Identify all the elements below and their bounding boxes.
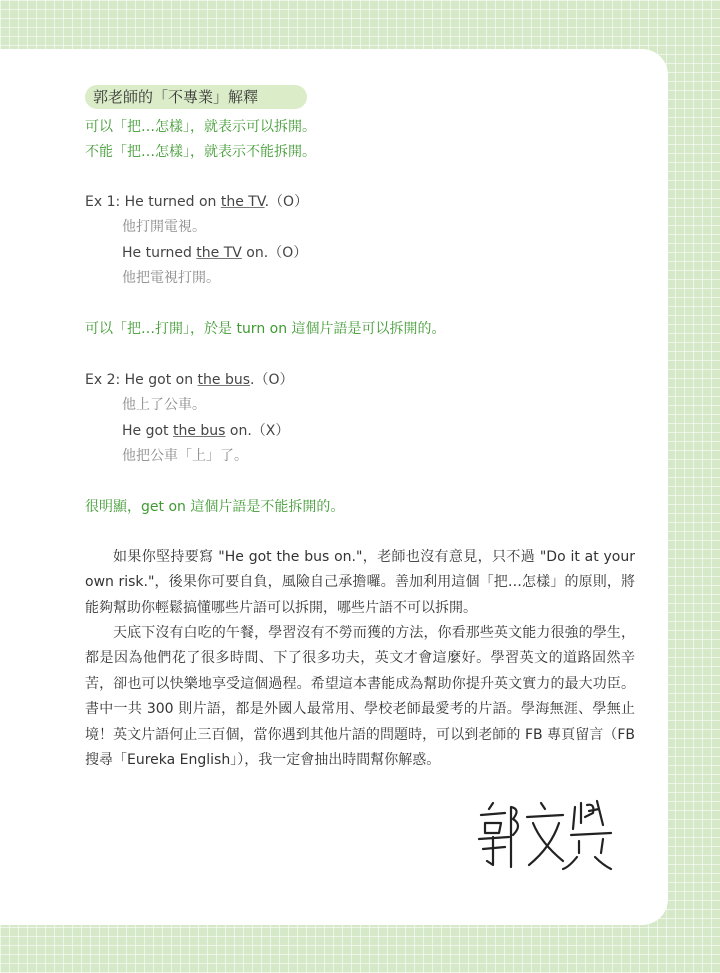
rule-cannot-separate: 不能「把…怎樣」，就表示不能拆開。 [85, 144, 316, 160]
signature-image [475, 795, 615, 875]
example-2-sentence-2 [122, 421, 289, 441]
example-1-underline-1: the TV [220, 194, 265, 210]
example-2-translation-1: 他上了公車。 [122, 397, 206, 413]
conclusion-2: 很明顯，get on 這個片語是不能拆開的。 [85, 499, 345, 515]
example-2-sentence-1 [85, 370, 294, 390]
example-2-underline-2: the bus [172, 423, 226, 439]
example-2-mark-1: .（O） [250, 372, 294, 388]
page-card [0, 49, 668, 925]
rule-can-separate: 可以「把…怎樣」，就表示可以拆開。 [85, 119, 316, 135]
example-2-mark-2: on.（X） [225, 423, 290, 439]
example-1-translation-1: 他打開電視。 [122, 219, 206, 235]
paragraph-2: 天底下沒有白吃的午餐，學習沒有不勞而獲的方法，你看那些英文能力很強的學生，都是因為他們花了很多時間、下了很多功夫，英文才會這麼好。學習英文的道路固然辛苦，卻也可以快樂地享受這個過程。希望這本書能成為幫助你提升英文實力的最大功臣。書中一共 300 則片語，都是外國人最常用、學校老師最愛考的片語。學海無涯、學無止境！英文片語何止三百個，當你遇到其他片語的問題時，可以到老師的 FB 專頁留言（FB 搜尋「Eureka English」），我一定會抽出時間幫你解惑。 [85, 625, 635, 769]
example-1-sentence-2 [122, 243, 307, 263]
example-2-prefix: Ex 2: He got on [85, 372, 198, 388]
example-1-prefix: Ex 1: He turned on [85, 194, 221, 210]
conclusion-1: 可以「把…打開」，於是 turn on 這個片語是可以拆開的。 [85, 321, 446, 337]
example-2-start-2: He got [122, 423, 173, 439]
section-title: 郭老師的「不專業」解釋 [85, 85, 307, 109]
example-1-start-2: He turned [122, 245, 197, 261]
paragraph-1: 如果你堅持要寫 "He got the bus on."，老師也沒有意見，只不過 "Do it at your own risk."，後果你可要自負，風險自己承擔囉。善加利用這個「把…怎樣」的原則，將能夠幫助你輕鬆搞懂哪些片語可以拆開，哪些片語不可以拆開。 [85, 549, 635, 616]
example-2-underline-1: the bus [197, 372, 251, 388]
example-1-sentence-1 [85, 192, 308, 212]
example-1-mark-2: on.（O） [241, 245, 308, 261]
example-2-translation-2: 他把公車「上」了。 [122, 448, 248, 464]
example-1-mark-1: .（O） [264, 194, 309, 210]
example-1-translation-2: 他把電視打開。 [122, 270, 220, 286]
example-1-underline-2: the TV [196, 245, 242, 261]
